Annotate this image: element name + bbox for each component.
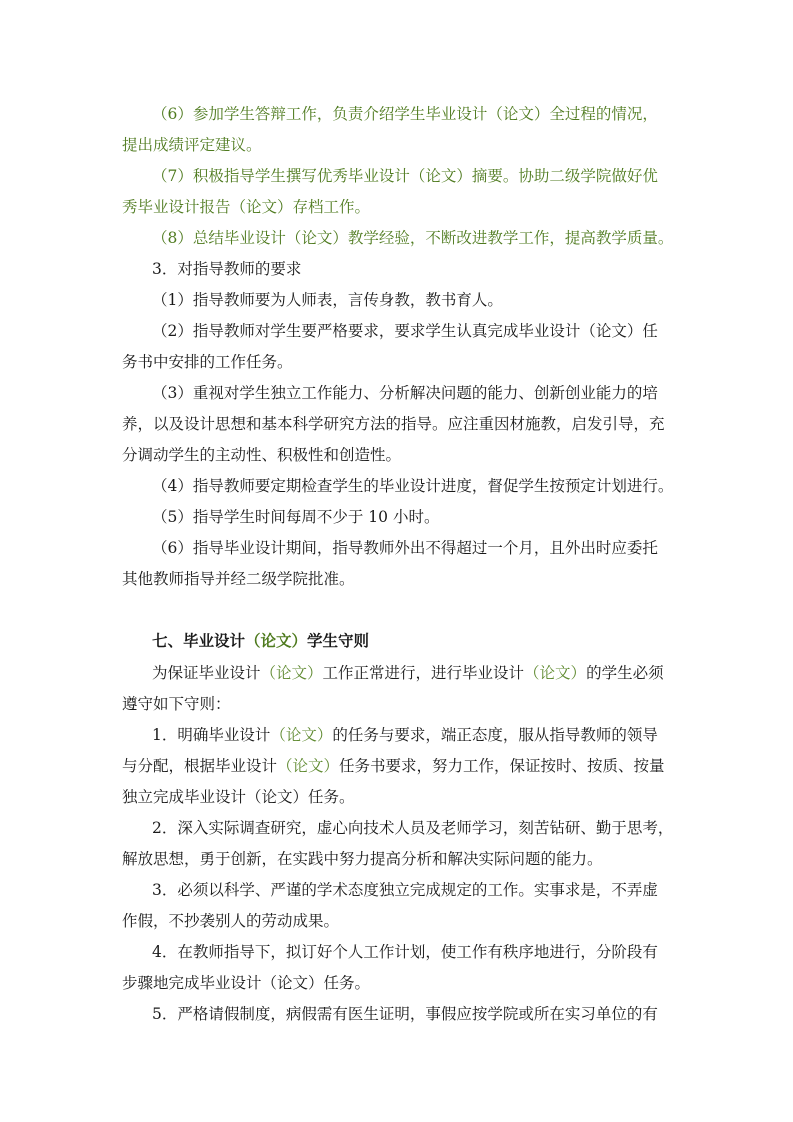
text-segment: （7）积极指导学生撰写优秀毕业设计（论文）摘要。协助二级学院做好优: [152, 167, 658, 185]
text-segment: 其他教师指导并经二级学院批准。: [122, 570, 355, 588]
text-segment: 七、毕业设计: [152, 631, 246, 650]
text-segment: 步骤地完成毕业设计（论文）任务。: [122, 974, 371, 992]
text-line: [152, 942, 658, 962]
text-line: [122, 973, 370, 993]
text-segment: （论文）: [270, 726, 333, 744]
text-segment: （8）总结毕业设计（论文）教学经验，不断改进教学工作，提高教学质量。: [152, 229, 674, 247]
text-segment: 与分配，根据毕业设计: [122, 757, 278, 775]
text-line: [122, 787, 355, 807]
text-segment: 工作正常进行，进行毕业设计: [322, 664, 525, 682]
text-line: [122, 756, 665, 776]
text-line: [152, 1004, 658, 1024]
text-line: [122, 569, 355, 589]
text-segment: （1）指导教师要为人师表，言传身教，教书育人。: [152, 291, 503, 309]
text-segment: 2．深入实际调查研究，虚心向技术人员及老师学习，刻苦钻研、勤于思考，: [152, 819, 674, 837]
text-line: [152, 228, 673, 248]
text-segment: 的任务与要求，端正态度，服从指导教师的领导: [332, 726, 658, 744]
text-segment: （2）指导教师对学生要严格要求，要求学生认真完成毕业设计（论文）任: [152, 322, 658, 340]
text-segment: 务书中安排的工作任务。: [122, 353, 293, 371]
text-line: [152, 507, 439, 527]
text-segment: （5）指导学生时间每周不少于 10 小时。: [152, 508, 440, 526]
text-line: [122, 197, 370, 217]
text-line: [152, 538, 658, 558]
text-segment: 解放思想，勇于创新，在实践中努力提高分析和解决实际问题的能力。: [122, 850, 603, 868]
text-segment: （4）指导教师要定期检查学生的毕业设计进度，督促学生按预定计划进行。: [152, 477, 674, 495]
text-line: [152, 290, 503, 310]
text-segment: 为保证毕业设计: [152, 664, 261, 682]
text-segment: （论文）: [524, 664, 587, 682]
text-segment: 学生守则: [307, 631, 370, 650]
text-segment: 分调动学生的主动性、积极性和创造性。: [122, 446, 402, 464]
text-line: [152, 818, 673, 838]
text-line: [152, 663, 664, 683]
text-line: [122, 135, 262, 155]
text-segment: 作假，不抄袭别人的劳动成果。: [122, 912, 340, 930]
section-heading: [152, 631, 369, 651]
text-segment: （论文）: [277, 757, 340, 775]
text-line: [122, 445, 401, 465]
text-line: [122, 352, 293, 372]
text-segment: （6）参加学生答辩工作，负责介绍学生毕业设计（论文）全过程的情况，: [152, 105, 658, 123]
text-line: [122, 414, 665, 434]
text-segment: 5．严格请假制度，病假需有医生证明，事假应按学院或所在实习单位的有: [152, 1005, 658, 1023]
text-line: [152, 383, 658, 403]
text-line: [152, 104, 658, 124]
text-segment: 提出成绩评定建议。: [122, 136, 262, 154]
text-line: [152, 880, 658, 900]
text-segment: 遵守如下守则：: [122, 695, 231, 713]
text-segment: （论文）: [245, 631, 308, 650]
text-line: [152, 476, 673, 496]
text-line: [152, 166, 658, 186]
text-segment: （6）指导毕业设计期间，指导教师外出不得超过一个月，且外出时应委托: [152, 539, 658, 557]
text-line: [122, 694, 231, 714]
text-segment: 养，以及设计思想和基本科学研究方法的指导。应注重因材施教，启发引导，充: [122, 415, 665, 433]
text-line: [122, 849, 603, 869]
text-segment: 3．对指导教师的要求: [152, 260, 302, 278]
text-segment: （3）重视对学生独立工作能力、分析解决问题的能力、创新创业能力的培: [152, 384, 658, 402]
text-segment: 4．在教师指导下，拟订好个人工作计划，使工作有秩序地进行，分阶段有: [152, 943, 658, 961]
text-segment: 秀毕业设计报告（论文）存档工作。: [122, 198, 371, 216]
text-segment: 独立完成毕业设计（论文）任务。: [122, 788, 355, 806]
text-segment: 任务书要求，努力工作，保证按时、按质、按量: [339, 757, 665, 775]
text-segment: 的学生必须: [586, 664, 664, 682]
text-segment: 1．明确毕业设计: [152, 726, 271, 744]
text-segment: 3．必须以科学、严谨的学术态度独立完成规定的工作。实事求是，不弄虚: [152, 881, 658, 899]
text-line: [152, 259, 301, 279]
text-line: [152, 725, 658, 745]
text-segment: （论文）: [260, 664, 323, 682]
text-line: [122, 911, 339, 931]
text-line: [152, 321, 658, 341]
